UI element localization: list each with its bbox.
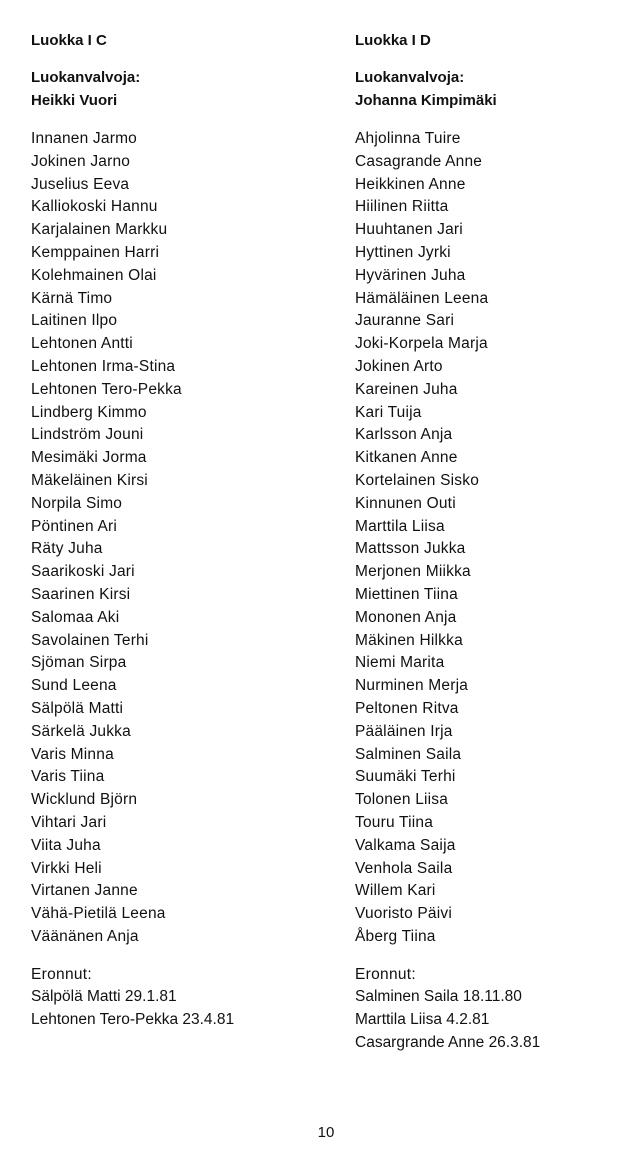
student-name: Hämäläinen Leena — [355, 289, 489, 307]
student-name: Karlsson Anja — [355, 426, 453, 444]
student-name: Laitinen Ilpo — [31, 312, 118, 330]
departed-entry: Casargrande Anne 26.3.81 — [355, 1034, 541, 1052]
student-name: Karjalainen Markku — [31, 221, 168, 239]
teacher-label: Luokanvalvoja: — [355, 69, 465, 86]
departed-section — [355, 964, 617, 1055]
student-name: Saarikoski Jari — [31, 563, 135, 581]
student-name: Hyvärinen Juha — [355, 266, 466, 284]
student-name: Kinnunen Outi — [355, 494, 456, 512]
student-name: Kemppainen Harri — [31, 243, 160, 261]
teacher-label: Luokanvalvoja: — [31, 69, 141, 86]
departed-entry: Sälpölä Matti 29.1.81 — [31, 988, 177, 1006]
student-name: Jauranne Sari — [355, 312, 455, 330]
teacher-name: Heikki Vuori — [31, 92, 118, 109]
student-name: Hiilinen Riitta — [355, 198, 449, 216]
student-name: Salomaa Aki — [31, 608, 120, 626]
student-name: Valkama Saija — [355, 836, 456, 854]
student-name: Merjonen Miikka — [355, 563, 471, 581]
student-name: Pöntinen Ari — [31, 517, 117, 535]
student-list — [355, 128, 617, 949]
student-name: Juselius Eeva — [31, 175, 130, 193]
teacher-block — [355, 66, 617, 112]
student-name: Varis Minna — [31, 745, 114, 763]
student-name: Väänänen Anja — [31, 927, 139, 945]
student-name: Kärnä Timo — [31, 289, 113, 307]
student-name: Varis Tiina — [31, 768, 105, 786]
student-name: Jokinen Arto — [355, 357, 443, 375]
student-name: Suumäki Terhi — [355, 768, 456, 786]
student-name: Vuoristo Päivi — [355, 905, 452, 923]
departed-list — [355, 986, 617, 1054]
student-name: Viita Juha — [31, 836, 101, 854]
student-name: Venhola Saila — [355, 859, 453, 877]
student-name: Åberg Tiina — [355, 927, 436, 945]
student-name: Niemi Marita — [355, 654, 445, 672]
student-name: Lehtonen Antti — [31, 335, 133, 353]
student-name: Hyttinen Jyrki — [355, 243, 451, 261]
student-name: Sund Leena — [31, 677, 117, 695]
page-number: 10 — [317, 1124, 335, 1141]
class-1d-column — [355, 30, 617, 1055]
student-name: Virkki Heli — [31, 859, 102, 877]
student-list — [31, 128, 311, 949]
student-name: Lindström Jouni — [31, 426, 144, 444]
student-name: Pääläinen Irja — [355, 722, 453, 740]
student-name: Huuhtanen Jari — [355, 221, 463, 239]
student-name: Innanen Jarmo — [31, 130, 137, 147]
student-name: Tolonen Liisa — [355, 791, 449, 809]
student-name: Kitkanen Anne — [355, 449, 458, 467]
student-name: Virtanen Janne — [31, 882, 138, 900]
departed-section — [31, 964, 311, 1032]
student-name: Mattsson Jukka — [355, 540, 466, 558]
class-title: Luokka I D — [355, 32, 431, 49]
student-name: Vähä-Pietilä Leena — [31, 905, 166, 923]
student-name: Lehtonen Irma-Stina — [31, 357, 176, 375]
student-name: Kalliokoski Hannu — [31, 198, 158, 216]
departed-list — [31, 986, 311, 1032]
teacher-name: Johanna Kimpimäki — [355, 92, 497, 109]
departed-label: Eronnut: — [355, 965, 416, 983]
student-name: Kolehmainen Olai — [31, 266, 157, 284]
student-name: Miettinen Tiina — [355, 585, 458, 603]
departed-entry: Marttila Liisa 4.2.81 — [355, 1011, 490, 1029]
departed-label: Eronnut: — [31, 965, 92, 983]
student-name: Mäkeläinen Kirsi — [31, 471, 148, 489]
student-name: Joki-Korpela Marja — [355, 335, 488, 353]
student-name: Ahjolinna Tuire — [355, 130, 461, 147]
student-name: Kortelainen Sisko — [355, 471, 480, 489]
student-name: Marttila Liisa — [355, 517, 445, 535]
student-name: Saarinen Kirsi — [31, 585, 131, 603]
student-name: Vihtari Jari — [31, 813, 107, 831]
student-name: Sjöman Sirpa — [31, 654, 127, 672]
student-name: Räty Juha — [31, 540, 103, 558]
student-name: Touru Tiina — [355, 813, 434, 831]
class-title: Luokka I C — [31, 32, 107, 49]
student-name: Casagrande Anne — [355, 152, 483, 170]
student-name: Salminen Saila — [355, 745, 462, 763]
teacher-block — [31, 66, 311, 112]
student-name: Willem Kari — [355, 882, 436, 900]
student-name: Särkelä Jukka — [31, 722, 131, 740]
student-name: Kareinen Juha — [355, 380, 458, 398]
student-name: Norpila Simo — [31, 494, 123, 512]
departed-entry: Salminen Saila 18.11.80 — [355, 988, 522, 1006]
student-name: Jokinen Jarno — [31, 152, 131, 170]
student-name: Mäkinen Hilkka — [355, 631, 463, 649]
student-name: Lindberg Kimmo — [31, 403, 147, 421]
student-name: Kari Tuija — [355, 403, 422, 421]
student-name: Mesimäki Jorma — [31, 449, 147, 467]
class-1c-column — [31, 30, 311, 1032]
student-name: Lehtonen Tero-Pekka — [31, 380, 182, 398]
student-name: Nurminen Merja — [355, 677, 469, 695]
student-name: Peltonen Ritva — [355, 699, 459, 717]
departed-entry: Lehtonen Tero-Pekka 23.4.81 — [31, 1011, 235, 1029]
student-name: Wicklund Björn — [31, 791, 138, 809]
student-name: Mononen Anja — [355, 608, 457, 626]
student-name: Sälpölä Matti — [31, 699, 124, 717]
student-name: Savolainen Terhi — [31, 631, 149, 649]
student-name: Heikkinen Anne — [355, 175, 466, 193]
